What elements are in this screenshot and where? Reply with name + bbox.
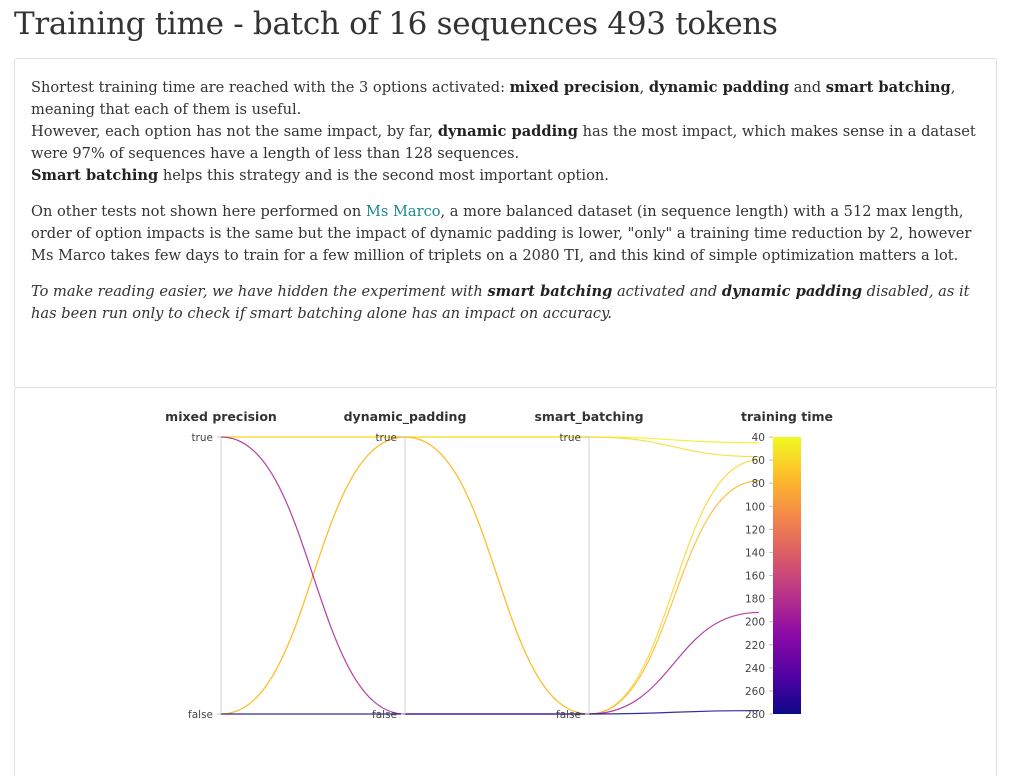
tick-label: false [372, 709, 397, 721]
tick-label: 100 [744, 501, 765, 514]
paragraph-ms-marco: On other tests not shown here performed on Ms Marco, a more balanced dataset (in sequence length) with a 512 max length, order of option impacts is the same but the impact of dynamic padding is lower, "only" a training time reduction by 2, however Ms Marco takes few days to train for a few million of triplets on a 2080 TI, and this kind of simple optimization matters a lot. [31, 203, 972, 264]
axis-title: training time [740, 409, 834, 424]
tick-label: 160 [744, 570, 765, 583]
tick-label: false [188, 709, 213, 721]
paragraph-note: To make reading easier, we have hidden the experiment with smart batching activated and dynamic padding disabled, as it has been run only to check if smart batching alone has an impact on accuracy. [31, 283, 970, 322]
parallel-coordinates-chart[interactable] [15, 388, 996, 773]
tick-label: 140 [744, 547, 765, 560]
page-title: Training time - batch of 16 sequences 493 tokens [14, 6, 778, 42]
tick-label: 180 [744, 593, 765, 606]
tick-label: false [556, 709, 581, 721]
tick-label: 40 [751, 432, 765, 444]
tick-label: 220 [744, 639, 765, 652]
run-line[interactable] [221, 711, 759, 714]
axis-title: mixed precision [165, 409, 277, 424]
run-line[interactable] [221, 437, 759, 714]
tick-label: 80 [751, 478, 765, 491]
tick-label: 240 [744, 662, 765, 675]
axis-title: dynamic_padding [343, 409, 467, 424]
run-line[interactable] [221, 437, 759, 443]
tick-label: 200 [744, 616, 765, 629]
tick-label: 280 [744, 709, 765, 721]
axis-title: smart_batching [534, 409, 644, 424]
tick-label: true [375, 432, 397, 444]
description-card [14, 58, 997, 388]
chart-card [14, 387, 997, 777]
tick-label: 120 [744, 524, 765, 537]
tick-label: 60 [751, 455, 765, 468]
tick-label: true [191, 432, 213, 444]
colorbar[interactable] [773, 437, 801, 714]
ms-marco-link[interactable]: Ms Marco [365, 203, 441, 220]
tick-label: true [559, 432, 581, 444]
tick-label: 260 [744, 685, 765, 698]
paragraph-summary: Shortest training time are reached with the 3 options activated: mixed precision, dynamic padding and smart batching, meaning that each of them is useful. However, each option has not the same impact, by far, dynamic padding has the most impact, which makes sense in a dataset were 97% of sequences have a length of less than 128 sequences. Smart batching helps this strategy and is the second most important option. [31, 79, 976, 184]
